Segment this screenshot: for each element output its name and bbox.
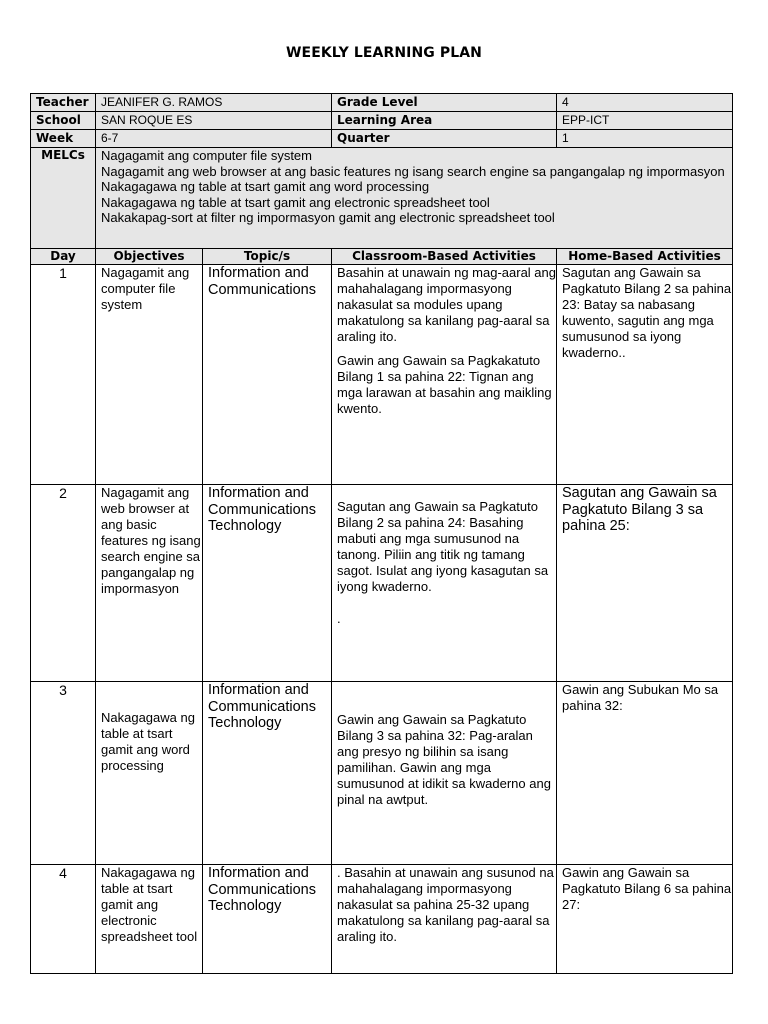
week-value: 6-7 xyxy=(96,130,332,148)
column-header-row xyxy=(31,249,733,265)
school-value: SAN ROQUE ES xyxy=(96,112,332,130)
melc-item: Nakagagawa ng table at tsart gamit ang word processing xyxy=(101,179,430,194)
topic-cell: Information and Communications Technology xyxy=(203,485,332,682)
page-title: WEEKLY LEARNING PLAN xyxy=(285,45,482,61)
classroom-activity-text: . Basahin at unawain ang susunod na mahahalagang impormasyong nakasulat sa pahina 25-32 upang makatulong sa kanilang pag-aaral sa araling ito. xyxy=(337,865,554,944)
col-header-day: Day xyxy=(31,249,96,265)
school-label: School xyxy=(31,112,96,130)
home-activity-cell: Gawin ang Subukan Mo sa pahina 32: xyxy=(557,682,733,865)
learning-plan-table xyxy=(30,93,733,974)
header-row-school xyxy=(31,112,733,130)
classroom-activity-text: Gawin ang Gawain sa Pagkatuto Bilang 3 sa pahina 32: Pag-aralan ang presyo ng bilihin sa isang pamilihan. Gawin ang mga sumusunod at idikit sa kwaderno ang pinal na awtput. xyxy=(337,712,551,807)
home-activity-cell: Sagutan ang Gawain sa Pagkatuto Bilang 2 sa pahina 23: Batay sa nabasang kuwento, sagutin ang mga sumusunod sa iyong kwaderno.. xyxy=(557,265,733,485)
melc-item: Nagagamit ang computer file system xyxy=(101,148,312,163)
quarter-label: Quarter xyxy=(332,130,557,148)
classroom-activity-cell xyxy=(332,485,557,682)
table-row xyxy=(31,485,733,682)
classroom-activity-text: Gawin ang Gawain sa Pagkakatuto Bilang 1 sa pahina 22: Tignan ang mga larawan at basahin ang maikling kwento. xyxy=(337,353,552,416)
topic-cell: Information and Communications xyxy=(203,265,332,485)
learning-area-value: EPP-ICT xyxy=(557,112,733,130)
classroom-activity-text: Sagutan ang Gawain sa Pagkatuto Bilang 2 sa pahina 24: Basahing mabuti ang mga sumusunod na tanong. Piliin ang titik ng tamang sagot. Isulat ang iyong kasagutan sa iyong kwaderno. xyxy=(337,499,549,594)
topic-cell: Information and Communications Technology xyxy=(203,682,332,865)
table-row xyxy=(31,682,733,865)
col-header-topics: Topic/s xyxy=(203,249,332,265)
col-header-classroom: Classroom-Based Activities xyxy=(332,249,557,265)
objective-cell: Nakagagawa ng table at tsart gamit ang word processing xyxy=(96,682,203,865)
grade-level-label: Grade Level xyxy=(332,94,557,112)
header-row-week xyxy=(31,130,733,148)
day-number: 1 xyxy=(31,265,96,485)
learning-area-label: Learning Area xyxy=(332,112,557,130)
table-row xyxy=(31,265,733,485)
header-row-teacher xyxy=(31,94,733,112)
teacher-label: Teacher xyxy=(31,94,96,112)
home-activity-cell: Sagutan ang Gawain sa Pagkatuto Bilang 3 sa pahina 25: xyxy=(557,485,733,682)
col-header-home: Home-Based Activities xyxy=(557,249,733,265)
week-label: Week xyxy=(31,130,96,148)
classroom-activity-cell xyxy=(332,865,557,974)
melc-item: Nakagagawa ng table at tsart gamit ang electronic spreadsheet tool xyxy=(101,194,490,210)
melc-item: Nakakapag-sort at filter ng impormasyon gamit ang electronic spreadsheet tool xyxy=(101,210,555,225)
melcs-label: MELCs xyxy=(31,148,96,249)
melcs-row xyxy=(31,148,733,249)
topic-cell: Information and Communications Technology xyxy=(203,865,332,974)
classroom-activity-text: Basahin at unawain ng mag-aaral ang mahahalagang impormasyong nakasulat sa modules upang makatulong sa kanilang pag-aaral sa araling ito. xyxy=(337,265,556,344)
day-number: 3 xyxy=(31,682,96,865)
melcs-list xyxy=(96,148,733,249)
melc-item: Nagagamit ang web browser at ang basic features ng isang search engine sa pangangalap ng impormasyon xyxy=(101,163,725,179)
grade-level-value: 4 xyxy=(557,94,733,112)
classroom-activity-cell xyxy=(332,265,557,485)
objective-cell: Nagagamit ang web browser at ang basic features ng isang search engine sa pangangalap ng impormasyon xyxy=(96,485,203,682)
classroom-activity-text: . xyxy=(337,611,341,626)
day-number: 2 xyxy=(31,485,96,682)
home-activity-cell: Gawin ang Gawain sa Pagkatuto Bilang 6 sa pahina 27: xyxy=(557,865,733,974)
col-header-objectives: Objectives xyxy=(96,249,203,265)
classroom-activity-cell xyxy=(332,682,557,865)
objective-cell: Nakagagawa ng table at tsart gamit ang electronic spreadsheet tool xyxy=(96,865,203,974)
table-row xyxy=(31,865,733,974)
quarter-value: 1 xyxy=(557,130,733,148)
objective-cell: Nagagamit ang computer file system xyxy=(96,265,203,485)
teacher-value: JEANIFER G. RAMOS xyxy=(96,94,332,112)
day-number: 4 xyxy=(31,865,96,974)
